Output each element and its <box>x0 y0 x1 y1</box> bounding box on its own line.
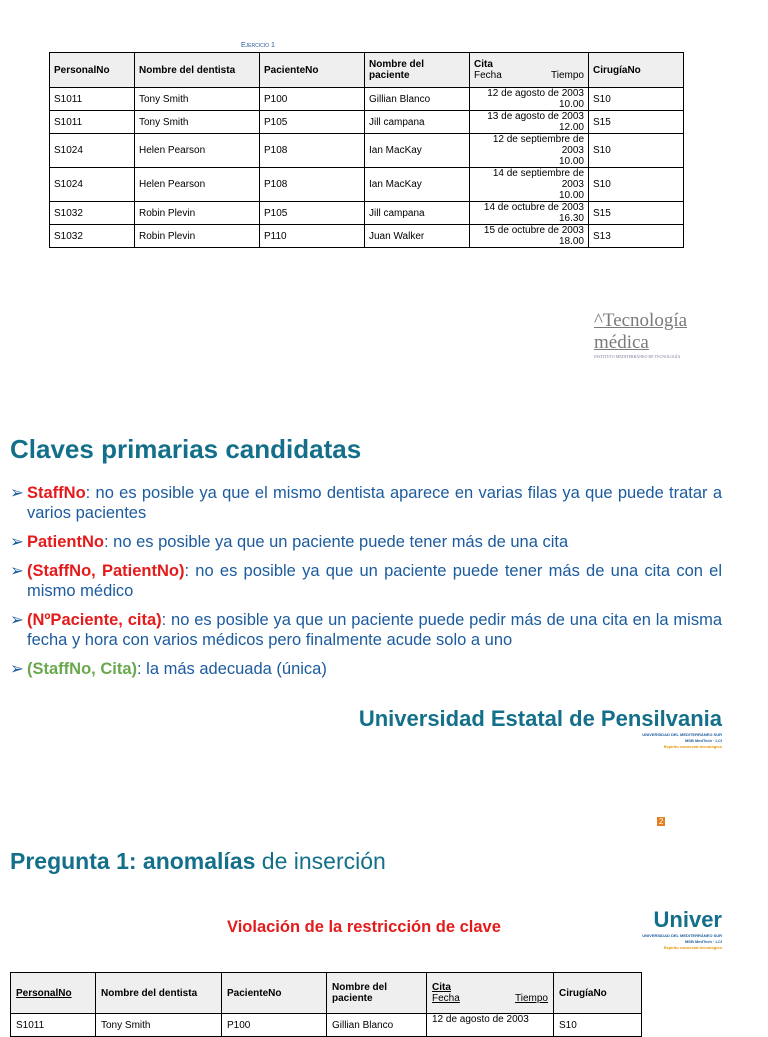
row-patient-name: Ian MacKay <box>365 134 470 168</box>
t2-header-dentist: Nombre del dentista <box>96 973 222 1014</box>
row-dentist: Tony Smith <box>135 111 260 134</box>
row-cita <box>470 88 589 111</box>
question-rest: de inserción <box>255 848 386 874</box>
header-patientno: PacienteNo <box>260 53 365 88</box>
row-patient-name: Ian MacKay <box>365 168 470 202</box>
t2-header-staffno-label: PersonalNo <box>16 987 72 999</box>
university-logo-2 <box>642 907 722 951</box>
row-patient-name: Juan Walker <box>365 225 470 248</box>
bullet-item <box>10 659 722 679</box>
row-surgery: S15 <box>589 111 684 134</box>
bullet-list <box>10 483 722 688</box>
row-staffno: S1011 <box>50 88 135 111</box>
t2-cell: P100 <box>222 1014 327 1037</box>
logo-tag: INSTITUTO MEDITERRÁNEO DE TECNOLOGÍA <box>594 354 681 359</box>
university-line2: MSB MedTech · LCI <box>684 738 722 743</box>
bullet-text <box>27 610 722 650</box>
bullet-item <box>10 532 722 552</box>
row-surgery: S10 <box>589 88 684 111</box>
row-patient-name: Jill campana <box>365 111 470 134</box>
row-cita <box>470 111 589 134</box>
university2-name: Univer <box>653 907 722 932</box>
university-line1: UNIVERSIDAD DEL MEDITERRÁNEO SUR <box>642 732 722 737</box>
row-staffno: S1011 <box>50 111 135 134</box>
university2-line2: MSB MedTech · LCI <box>684 939 722 944</box>
table-row <box>50 202 684 225</box>
row-cita-time: 10.00 <box>558 190 584 201</box>
row-cita-time: 10.00 <box>558 99 584 110</box>
row-patient-name: Gillian Blanco <box>365 88 470 111</box>
row-surgery: S13 <box>589 225 684 248</box>
question-title <box>10 848 386 875</box>
t2-header-cita-label: Cita <box>432 982 451 993</box>
header-fecha: Fecha <box>474 70 502 81</box>
bullet-key: (StaffNo, Cita) <box>27 660 137 678</box>
header-patient-name: Nombre del paciente <box>365 53 470 88</box>
header-cita-label: Cita <box>474 59 493 70</box>
row-cita-time: 18.00 <box>558 236 584 247</box>
header-cita-sub <box>474 70 584 81</box>
university-logo <box>359 706 722 750</box>
row-patientno: P100 <box>260 88 365 111</box>
table-row <box>50 225 684 248</box>
medtech-logo <box>594 310 687 360</box>
bullet-desc: : no es posible ya que un paciente puede tener más de una cita <box>104 533 569 551</box>
t2-header-fecha: Fecha <box>432 993 460 1004</box>
row-dentist: Helen Pearson <box>135 134 260 168</box>
row-patient-name: Jill campana <box>365 202 470 225</box>
row-staffno: S1032 <box>50 202 135 225</box>
bullet-text <box>27 483 722 523</box>
bullet-text <box>27 532 568 552</box>
table2-header-row <box>11 973 642 1014</box>
arrow-icon: ➢ <box>10 611 24 629</box>
t2-header-cita-sub <box>432 993 548 1004</box>
section-title: Claves primarias candidatas <box>10 434 362 464</box>
appointments-table-2 <box>10 972 642 1037</box>
appointments-table <box>49 52 684 248</box>
row-dentist: Robin Plevin <box>135 225 260 248</box>
row-surgery: S15 <box>589 202 684 225</box>
bullet-desc: : no es posible ya que un paciente puede pedir más de una cita en la misma fecha y hora con varios médicos pero finalmente acude solo a uno <box>27 611 722 649</box>
arrow-icon: ➢ <box>10 660 24 678</box>
header-tiempo: Tiempo <box>551 70 584 81</box>
t2-header-cita <box>427 973 554 1014</box>
bullet-desc: : la más adecuada (única) <box>137 660 327 678</box>
bullet-item <box>10 561 722 601</box>
row-cita-time: 12.00 <box>558 122 584 133</box>
row-cita-time: 16.30 <box>558 213 584 224</box>
row-patientno: P105 <box>260 202 365 225</box>
table-row <box>50 88 684 111</box>
header-staffno: PersonalNo <box>50 53 135 88</box>
row-staffno: S1024 <box>50 168 135 202</box>
bullet-desc: : no es posible ya que un paciente puede tener más de una cita con el mismo médico <box>27 562 722 600</box>
row-patientno: P108 <box>260 134 365 168</box>
bullet-key: (StaffNo, PatientNo) <box>27 562 185 580</box>
row-cita-date: 14 de octubre de 2003 <box>483 202 584 213</box>
row-cita-date: 12 de septiembre de 2003 <box>492 134 584 156</box>
header-dentist: Nombre del dentista <box>135 53 260 88</box>
row-cita-date: 12 de agosto de 2003 <box>487 88 584 99</box>
t2-cell: S10 <box>554 1014 642 1037</box>
row-dentist: Helen Pearson <box>135 168 260 202</box>
row-cita <box>470 225 589 248</box>
university2-line1: UNIVERSIDAD DEL MEDITERRÁNEO SUR <box>642 933 722 938</box>
row-dentist: Tony Smith <box>135 88 260 111</box>
bullet-text <box>27 659 327 679</box>
t2-cell: S1011 <box>11 1014 96 1037</box>
bullet-key: (NºPaciente, cita) <box>27 611 162 629</box>
row-surgery: S10 <box>589 168 684 202</box>
row-patientno: P108 <box>260 168 365 202</box>
arrow-icon: ➢ <box>10 484 24 502</box>
table2-row <box>11 1014 642 1037</box>
page-number: 2 <box>659 817 664 826</box>
row-cita-date: 13 de agosto de 2003 <box>487 111 584 122</box>
row-surgery: S10 <box>589 134 684 168</box>
bullet-key: PatientNo <box>27 533 105 551</box>
t2-header-patient-name: Nombre del paciente <box>327 973 427 1014</box>
violation-heading: Violación de la restricción de clave <box>227 918 501 936</box>
row-cita <box>470 168 589 202</box>
row-cita-date: 14 de septiembre de 2003 <box>492 168 584 190</box>
header-surgery: CirugíaNo <box>589 53 684 88</box>
row-cita <box>470 202 589 225</box>
t2-header-patientno: PacienteNo <box>222 973 327 1014</box>
table-header-row <box>50 53 684 88</box>
bullet-desc: : no es posible ya que el mismo dentista aparece en varias filas ya que puede tratar a varios pacientes <box>27 484 722 522</box>
bullet-key: StaffNo <box>27 484 86 502</box>
row-staffno: S1032 <box>50 225 135 248</box>
row-patientno: P110 <box>260 225 365 248</box>
table-row <box>50 134 684 168</box>
logo-line2: médica <box>594 332 649 353</box>
row-patientno: P105 <box>260 111 365 134</box>
row-cita-date: 15 de octubre de 2003 <box>483 225 584 236</box>
university-name: Universidad Estatal de Pensilvania <box>358 706 722 731</box>
bullet-item <box>10 483 722 523</box>
exercise-title: Ejercicio 1 <box>241 42 275 49</box>
question-bold: Pregunta 1: anomalías <box>10 848 256 874</box>
university-line3: Espíritu comercial tecnológico <box>663 744 722 749</box>
header-cita <box>470 53 589 88</box>
t2-cell: Gillian Blanco <box>327 1014 427 1037</box>
row-staffno: S1024 <box>50 134 135 168</box>
row-cita-time: 10.00 <box>558 156 584 167</box>
table-row <box>50 168 684 202</box>
arrow-icon: ➢ <box>10 533 24 551</box>
logo-line1: ^Tecnología <box>594 310 688 331</box>
bullet-item <box>10 610 722 650</box>
t2-cell: Tony Smith <box>96 1014 222 1037</box>
university2-line3: Espíritu comercial tecnológico <box>663 945 722 950</box>
table-row <box>50 111 684 134</box>
row-cita <box>470 134 589 168</box>
row-dentist: Robin Plevin <box>135 202 260 225</box>
arrow-icon: ➢ <box>10 562 24 580</box>
t2-header-surgery: CirugíaNo <box>554 973 642 1014</box>
t2-header-staffno <box>11 973 96 1014</box>
t2-cell: 12 de agosto de 2003 <box>427 1014 554 1037</box>
bullet-text <box>27 561 722 601</box>
t2-header-tiempo: Tiempo <box>515 993 548 1004</box>
